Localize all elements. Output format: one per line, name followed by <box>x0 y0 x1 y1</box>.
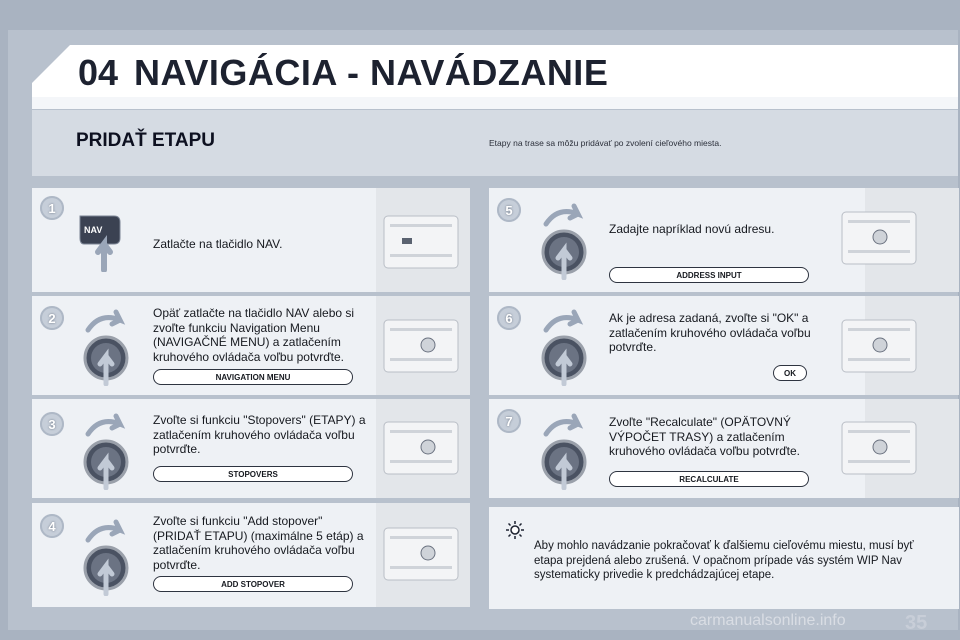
step-text-1: Zatlačte na tlačidlo NAV. <box>153 237 283 251</box>
step-text-2: Opäť zatlačte na tlačidlo NAV alebo si zvoľte funkciu Navigation Menu (NAVIGAČNÉ MENU) a zatlačením kruhového ovládača voľbu potvrďte. <box>153 306 355 364</box>
radio-unit-icon <box>840 318 918 374</box>
step-badge-5: 5 <box>497 198 521 222</box>
page-title: NAVIGÁCIA - NAVÁDZANIE <box>134 52 609 93</box>
nav-button-icon <box>74 210 136 272</box>
label-recalculate: RECALCULATE <box>609 471 809 487</box>
step-badge-7: 7 <box>497 409 521 433</box>
label-add-stopover: ADD STOPOVER <box>153 576 353 592</box>
step-badge-4: 4 <box>40 514 64 538</box>
label-address-input: ADDRESS INPUT <box>609 267 809 283</box>
step-text-4: Zvoľte si funkciu "Add stopover" (PRIDAŤ ETAPU) (maximálne 5 etáp) a zatlačením kruhového ovládača voľbu potvrďte. <box>153 514 364 572</box>
step-text-3: Zvoľte si funkciu "Stopovers" (ETAPY) a zatlačením kruhového ovládača voľbu potvrďte. <box>153 413 366 456</box>
label-stopovers: STOPOVERS <box>153 466 353 482</box>
step-text-5: Zadajte napríklad novú adresu. <box>609 222 775 236</box>
radio-unit-icon <box>840 210 918 266</box>
rotary-knob-icon <box>538 410 598 490</box>
step-text-7: Zvoľte "Recalculate" (OPÄTOVNÝ VÝPOČET TRASY) a zatlačením kruhového ovládača voľbu potvrďte. <box>609 415 800 458</box>
radio-unit-icon <box>382 214 460 270</box>
rotary-knob-icon <box>538 306 598 386</box>
rotary-knob-icon <box>80 410 140 490</box>
radio-unit-icon <box>382 318 460 374</box>
page-number: 35 <box>905 612 928 634</box>
chapter-number: 04 <box>78 52 119 93</box>
section-title: PRIDAŤ ETAPU <box>76 130 215 151</box>
rotary-knob-icon <box>538 200 598 280</box>
watermark: carmanualsonline.info <box>690 612 846 629</box>
rotary-knob-icon <box>80 306 140 386</box>
radio-unit-icon <box>382 420 460 476</box>
label-ok: OK <box>773 365 807 381</box>
lightbulb-icon <box>505 520 525 540</box>
tip-text: Aby mohlo navádzanie pokračovať k ďalšiemu cieľovému miestu, musí byť etapa prejdená alebo zrušená. V opačnom prípade vás systém WIP Nav systematicky privedie k predchádzajúcej etape. <box>534 540 914 581</box>
step-badge-6: 6 <box>497 306 521 330</box>
section-intro: Etapy na trase sa môžu pridávať po zvolení cieľového miesta. <box>489 138 722 148</box>
step-badge-2: 2 <box>40 306 64 330</box>
step-badge-1: 1 <box>40 196 64 220</box>
header-pattern <box>32 97 958 109</box>
rotary-knob-icon <box>80 516 140 596</box>
radio-unit-icon <box>382 526 460 582</box>
radio-unit-icon <box>840 420 918 476</box>
step-badge-3: 3 <box>40 412 64 436</box>
step-text-6: Ak je adresa zadaná, zvoľte si "OK" a zatlačením kruhového ovládača voľbu potvrďte. <box>609 311 811 354</box>
label-navigation-menu: NAVIGATION MENU <box>153 369 353 385</box>
nav-button-label: NAV <box>84 225 103 235</box>
